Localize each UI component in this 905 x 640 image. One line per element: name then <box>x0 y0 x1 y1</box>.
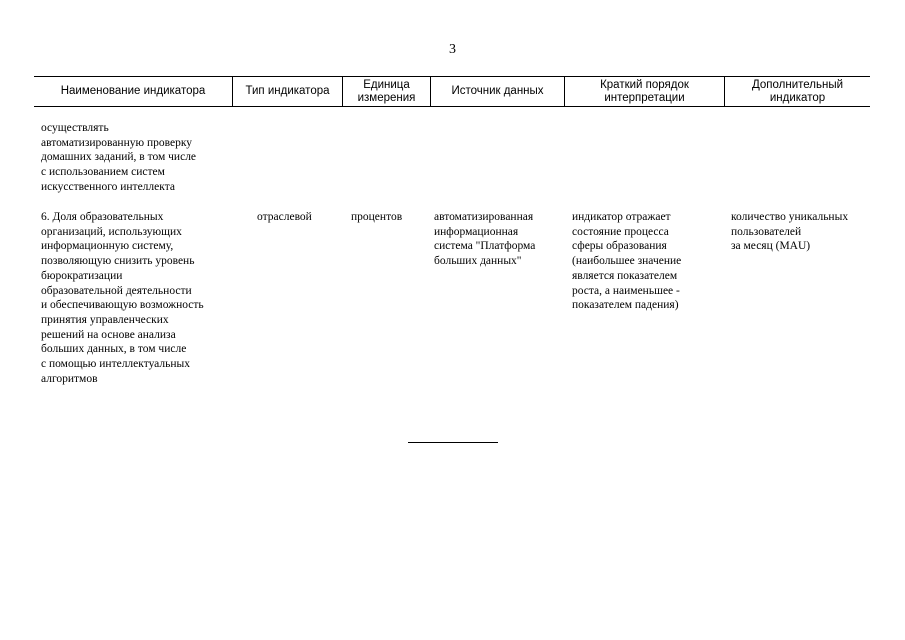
row-6-indicator-name: 6. Доля образовательных организаций, использующих информационную систему, позволяющую снизить уровень бюрократизации образовательной деятельности и обеспечивающую возможность принятия управленческих решений на основе анализа больших данных, в том числе с помощью интеллектуальных алгоритмов <box>41 211 204 385</box>
header-data-source: Источник данных <box>430 77 564 106</box>
row-6-data-source: автоматизированная информационная система "Платформа больших данных" <box>434 211 536 268</box>
row-6-additional-indicator: количество уникальных пользователей за месяц (MAU) <box>731 211 849 253</box>
row-6-interpretation: индикатор отражает состояние процесса сферы образования (наибольшее значение является показателем роста, а наименьшее - показателем падения) <box>572 211 682 312</box>
row-6-indicator-type: отраслевой <box>257 211 312 223</box>
table-header-bottom-rule <box>34 106 870 107</box>
header-indicator-type: Тип индикатора <box>232 77 342 106</box>
header-unit: Единица измерения <box>342 77 430 106</box>
closing-rule <box>408 442 498 443</box>
header-additional-indicator: Дополнительный индикатор <box>724 77 870 106</box>
header-indicator-name: Наименование индикатора <box>60 85 206 97</box>
page-number: 3 <box>449 42 456 57</box>
continuation-indicator-name: осуществлять автоматизированную проверку домашних заданий, в том числе с использованием систем искусственного интеллекта <box>41 122 197 193</box>
row-6-unit: процентов <box>351 211 403 223</box>
header-interpretation: Краткий порядок интерпретации <box>564 77 724 106</box>
